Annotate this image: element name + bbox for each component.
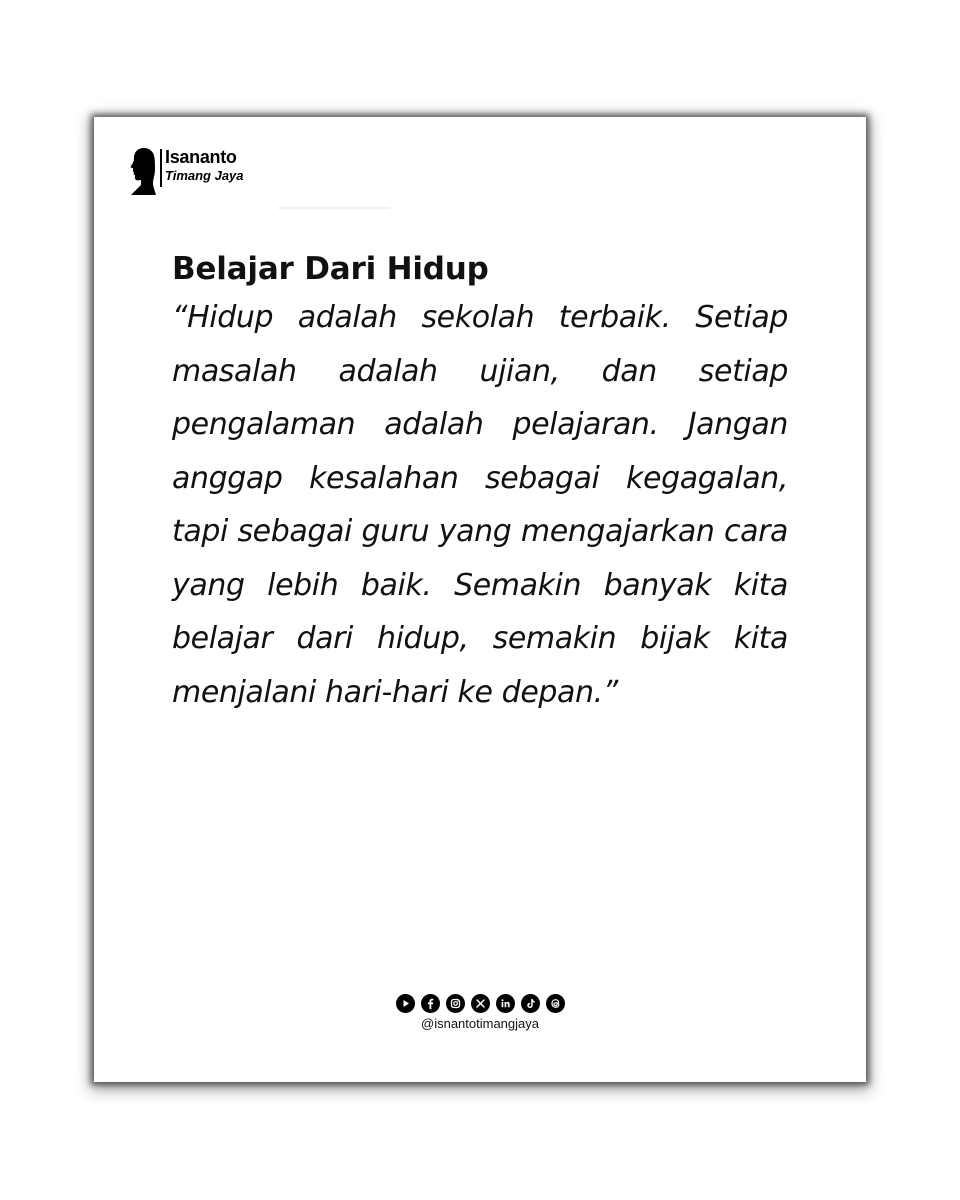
social-handle[interactable]: @isnantotimangjaya <box>421 1016 539 1031</box>
facebook-icon[interactable] <box>421 994 440 1013</box>
tiktok-icon[interactable] <box>521 994 540 1013</box>
brand-logo <box>128 145 244 199</box>
divider <box>278 207 390 209</box>
post-content <box>172 247 788 719</box>
logo-divider <box>160 149 162 187</box>
brand-name-line2: Timang Jaya <box>165 168 244 183</box>
threads-icon[interactable] <box>546 994 565 1013</box>
youtube-icon[interactable] <box>396 994 415 1013</box>
social-icons <box>396 994 565 1013</box>
head-silhouette-icon <box>128 145 158 197</box>
social-footer <box>94 994 866 1031</box>
linkedin-icon[interactable] <box>496 994 515 1013</box>
post-quote: “Hidup adalah sekolah terbaik. Setiap masalah adalah ujian, dan setiap pengalaman adalah pelajaran. Jangan anggap kesalahan sebagai kegagalan, tapi sebagai guru yang mengajarkan cara yang lebih baik. Semakin banyak kita belajar dari hidup, semakin bijak kita menjalani hari-hari ke depan.” <box>172 300 788 710</box>
instagram-icon[interactable] <box>446 994 465 1013</box>
post-title: Belajar Dari Hidup <box>172 251 489 287</box>
brand-name <box>165 148 244 182</box>
quote-card <box>94 117 866 1082</box>
brand-name-line1: Isananto <box>165 147 237 167</box>
x-icon[interactable] <box>471 994 490 1013</box>
